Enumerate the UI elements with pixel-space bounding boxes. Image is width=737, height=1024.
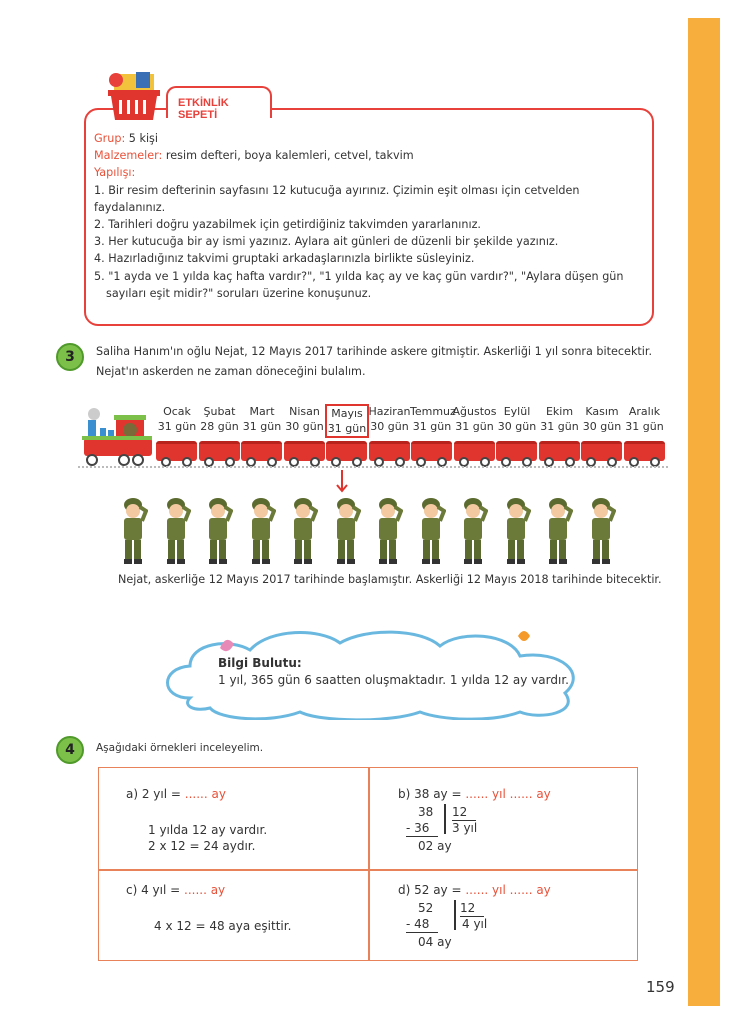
month-label bbox=[453, 404, 497, 434]
month-name: Ağustos bbox=[452, 405, 497, 418]
month-name: Haziran bbox=[368, 405, 411, 418]
activity-content bbox=[94, 130, 654, 302]
page-number: 159 bbox=[646, 978, 675, 996]
month-label bbox=[240, 404, 284, 434]
month-name: Mart bbox=[249, 405, 275, 418]
month-days: 31 gün bbox=[157, 420, 197, 433]
month-label bbox=[198, 404, 242, 434]
example-b-prompt: b) 38 ay = bbox=[398, 787, 466, 801]
soldier-icon bbox=[331, 497, 361, 565]
month-days: 31 gün bbox=[625, 420, 664, 433]
division-bar bbox=[454, 900, 456, 930]
basket-icon bbox=[106, 72, 162, 122]
soldier-icon bbox=[161, 497, 191, 565]
question-3-caption: Nejat, askerliğe 12 Mayıs 2017 tarihinde başlamıştır. Askerliği 12 Mayıs 2018 tarihinde bitecektir. bbox=[118, 573, 662, 586]
method-label: Yapılışı: bbox=[94, 166, 136, 180]
example-c-prompt: c) 4 yıl = bbox=[126, 883, 184, 897]
example-a bbox=[126, 786, 267, 854]
example-c bbox=[126, 882, 291, 934]
example-a-line: 1 yılda 12 ay vardır. bbox=[148, 823, 268, 837]
question-4-intro: Aşağıdaki örnekleri inceleyelim. bbox=[96, 742, 264, 754]
month-label bbox=[325, 404, 369, 438]
month-label bbox=[368, 404, 412, 434]
month-name: Nisan bbox=[289, 405, 320, 418]
info-title: Bilgi Bulutu: bbox=[218, 656, 302, 670]
divisor: 12 bbox=[460, 900, 484, 917]
month-name: Ocak bbox=[163, 405, 191, 418]
month-days: 30 gün bbox=[285, 420, 324, 433]
divider bbox=[368, 767, 370, 961]
month-label bbox=[410, 404, 454, 434]
month-days: 31 gün bbox=[327, 422, 367, 435]
example-b-blank: ...... yıl ...... ay bbox=[465, 787, 551, 801]
example-d-blank: ...... yıl ...... ay bbox=[465, 883, 551, 897]
activity-title: ETKİNLİK SEPETİ bbox=[166, 86, 272, 118]
question-3-line: Nejat'ın askerden ne zaman döneceğini bulalım. bbox=[96, 365, 366, 378]
soldier-icon bbox=[586, 497, 616, 565]
example-a-prompt: a) 2 yıl = bbox=[126, 787, 185, 801]
question-number-4: 4 bbox=[56, 736, 84, 764]
dividend: 52 bbox=[418, 901, 434, 915]
soldier-icon bbox=[416, 497, 446, 565]
soldier-icon bbox=[288, 497, 318, 565]
month-days: 30 gün bbox=[370, 420, 409, 433]
month-days: 31 gün bbox=[540, 420, 579, 433]
question-number-3: 3 bbox=[56, 343, 84, 371]
month-label bbox=[155, 404, 199, 434]
month-days: 30 gün bbox=[582, 420, 622, 433]
month-days: 30 gün bbox=[497, 420, 537, 433]
step: 5. "1 ayda ve 1 yılda kaç hafta vardır?", "1 yılda kaç ay ve kaç gün vardır?", "Aylara düşen gün bbox=[94, 269, 624, 283]
soldier-icon bbox=[501, 497, 531, 565]
question-3-text bbox=[96, 342, 652, 382]
month-label bbox=[580, 404, 624, 434]
month-label bbox=[623, 404, 667, 434]
month-name: Eylül bbox=[503, 405, 531, 418]
month-label bbox=[495, 404, 539, 434]
month-days: 31 gün bbox=[242, 420, 282, 433]
soldier-icon bbox=[373, 497, 403, 565]
dividend: 38 bbox=[418, 805, 434, 819]
month-name: Şubat bbox=[203, 405, 236, 418]
quotient: 3 yıl bbox=[452, 821, 478, 835]
materials-label: Malzemeler: bbox=[94, 149, 163, 163]
month-days: 28 gün bbox=[200, 420, 239, 433]
page-edge-tab bbox=[688, 18, 720, 1006]
materials-value: resim defteri, boya kalemleri, cetvel, takvim bbox=[165, 149, 414, 163]
month-name: Ekim bbox=[545, 405, 574, 418]
locomotive-icon bbox=[80, 408, 154, 468]
divisor: 12 bbox=[452, 804, 476, 821]
soldier-icon bbox=[543, 497, 573, 565]
step: sayıları eşit midir?" soruları üzerine konuşunuz. bbox=[106, 286, 372, 300]
soldier-icon bbox=[246, 497, 276, 565]
month-label bbox=[283, 404, 327, 434]
info-text: 1 yıl, 365 gün 6 saatten oluşmaktadır. 1 yılda 12 ay vardır. bbox=[218, 673, 569, 687]
example-c-line: 4 x 12 = 48 aya eşittir. bbox=[154, 919, 292, 933]
subtrahend: - 48 bbox=[406, 916, 438, 933]
soldier-icon bbox=[118, 497, 148, 565]
info-cloud-text bbox=[218, 655, 569, 689]
soldier-icon bbox=[203, 497, 233, 565]
question-3-line: Saliha Hanım'ın oğlu Nejat, 12 Mayıs 2017 tarihinde askere gitmiştir. Askerliği 1 yıl sonra bitecektir. bbox=[96, 345, 653, 358]
month-label bbox=[538, 404, 582, 434]
example-b bbox=[398, 786, 551, 802]
remainder: 04 ay bbox=[418, 935, 452, 949]
example-a-blank: ...... ay bbox=[184, 787, 226, 801]
month-name: Kasım bbox=[585, 405, 619, 418]
step: 1. Bir resim defterinin sayfasını 12 kutucuğa ayırınız. Çizimin eşit olması için cetvelden faydalanınız. bbox=[94, 183, 580, 214]
month-days: 31 gün bbox=[455, 420, 494, 433]
month-name: Mayıs bbox=[331, 407, 363, 420]
month-name: Temmuz bbox=[410, 405, 456, 418]
down-arrow-icon bbox=[334, 470, 350, 494]
quotient: 4 yıl bbox=[462, 917, 488, 931]
month-name: Aralık bbox=[628, 405, 661, 418]
division-bar bbox=[444, 804, 446, 834]
group-label: Grup: bbox=[94, 132, 126, 145]
example-a-line: 2 x 12 = 24 aydır. bbox=[148, 839, 256, 853]
divider bbox=[98, 869, 638, 871]
step: 3. Her kutucuğa bir ay ismi yazınız. Aylara ait günleri de düzenli bir şekilde yazınız. bbox=[94, 235, 559, 249]
step: 2. Tarihleri doğru yazabilmek için getirdiğiniz takvimden yararlanınız. bbox=[94, 218, 481, 232]
rail-track bbox=[78, 466, 668, 469]
step: 4. Hazırladığınız takvimi gruptaki arkadaşlarınızla birlikte süsleyiniz. bbox=[94, 252, 475, 266]
remainder: 02 ay bbox=[418, 839, 452, 853]
example-c-blank: ...... ay bbox=[184, 883, 226, 897]
group-value: 5 kişi bbox=[128, 132, 158, 145]
example-d bbox=[398, 882, 551, 898]
example-d-prompt: d) 52 ay = bbox=[398, 883, 466, 897]
soldier-icon bbox=[458, 497, 488, 565]
subtrahend: - 36 bbox=[406, 820, 438, 837]
month-days: 31 gün bbox=[412, 420, 452, 433]
